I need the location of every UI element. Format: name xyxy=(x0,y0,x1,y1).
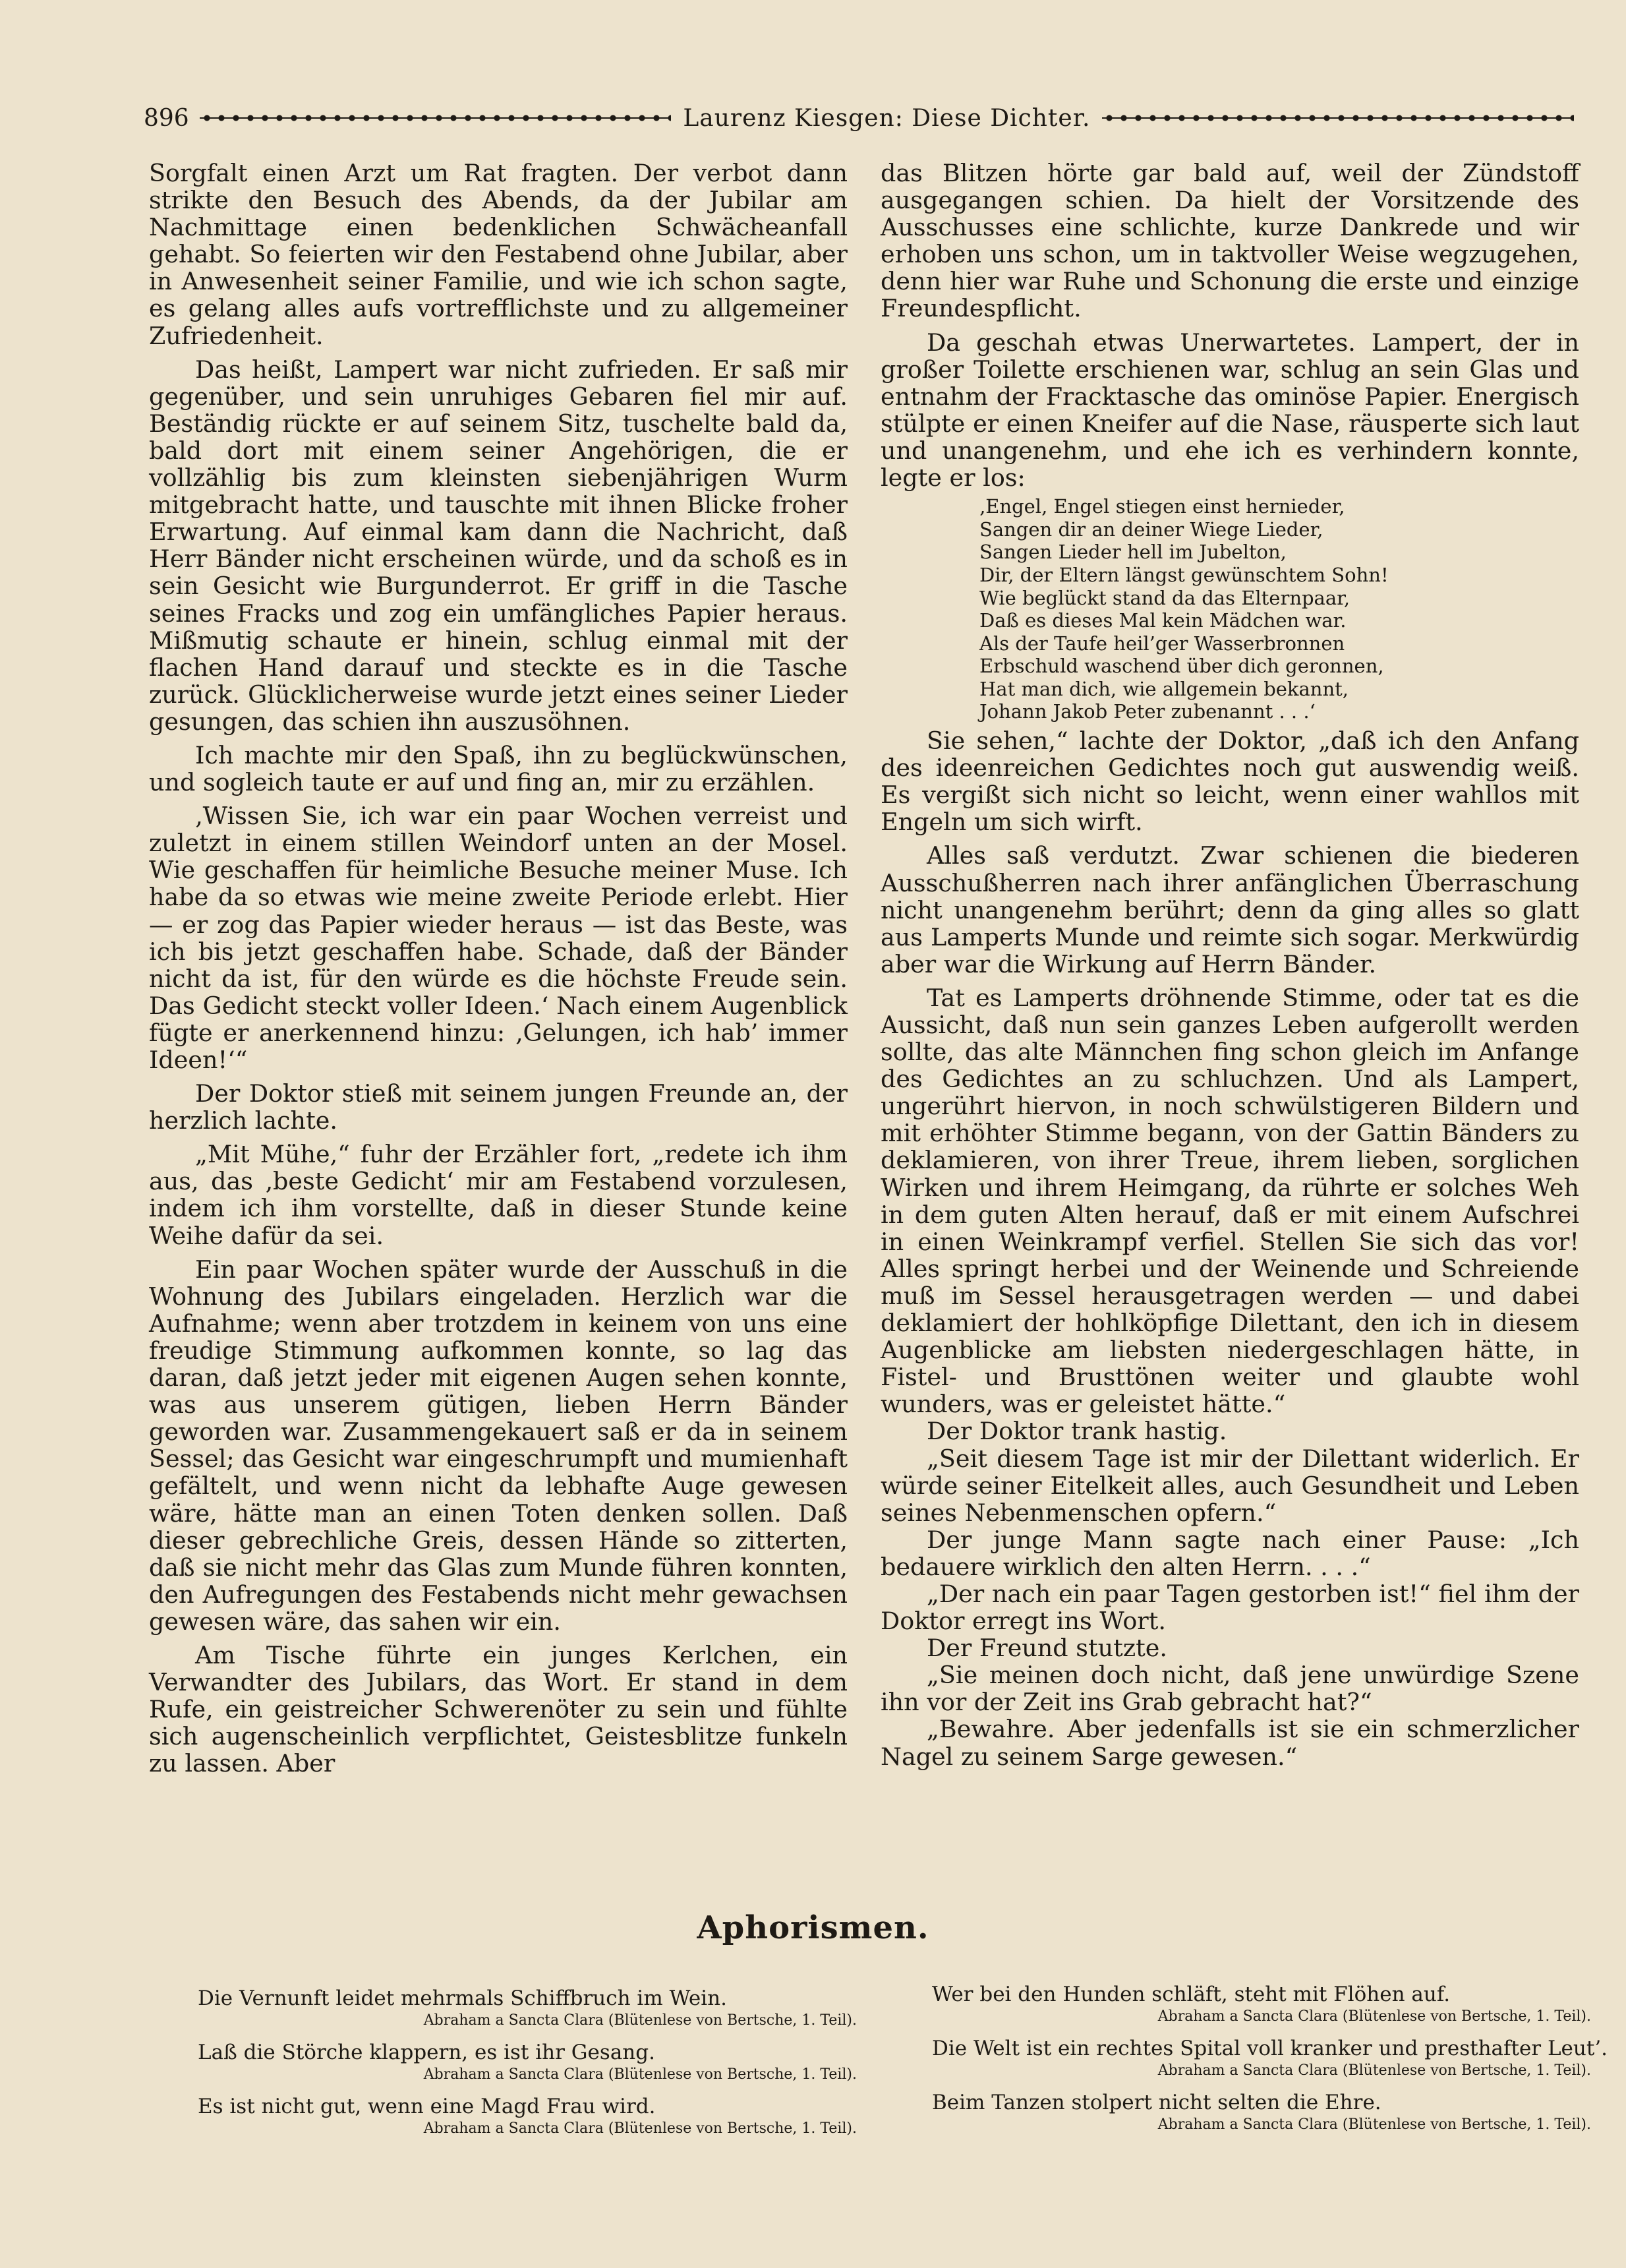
aphorisms-right xyxy=(932,1982,1608,2144)
header-ornament-left xyxy=(200,109,672,127)
aphorism-quote: Es ist nicht gut, wenn eine Magd Frau wird. xyxy=(198,2095,656,2118)
poem-line: Hat man dich, wie allgemein bekannt, xyxy=(979,677,1349,700)
paragraph: Tat es Lamperts dröhnende Stimme, oder tat es die Aussicht, daß nun sein ganzes Leben aufgerollt werden sollte, das alte Männchen fing schon gleich im Anfange des Gedichtes an zu schluchzen. Und als Lampert, ungerührt hiervon, in noch schwülstigeren Bildern und mit erhöhter Stimme begann, von der Gattin Bänders zu deklamieren, von ihrer Treue, ihrem lieben, sorglichen Wirken und ihrem Heimgang, da rührte er solches Weh in dem guten Alten herauf, daß er mit einem Aufschrei in einen Weinkrampf verfiel. Stellen Sie sich das vor! Alles springt herbei und der Weinende und Schreiende muß im Sessel herausgetragen werden — und dabei deklamiert der hohlköpfige Dilettant, den ich in diesem Augenblicke am liebsten niedergeschlagen hätte, in Fistel- und Brusttönen weiter und glaubte wohl wunders, was er geleistet hätte.“ xyxy=(881,983,1579,1419)
running-title: Laurenz Kiesgen: Diese Dichter. xyxy=(683,104,1091,132)
paragraph: Ein paar Wochen später wurde der Ausschuß in die Wohnung des Jubilars eingeladen. Herzlich war die Aufnahme; wenn aber trotzdem in keinem von uns eine freudige Stimmung aufkommen konnte, so lag das daran, daß jetzt jeder mit eigenen Augen sehen konnte, was aus unserem gütigen, lieben Herrn Bänder geworden war. Zusammengekauert saß er da in seinem Sessel; das Gesicht war eingeschrumpft und mumienhaft gefältelt, und wenn nicht da lebhafte Auge gewesen wäre, hätte man an einen Toten denken sollen. Daß dieser gebrechliche Greis, dessen Hände so zitterten, daß sie nicht mehr das Glas zum Munde führen konnten, den Aufregungen des Festabends nicht mehr gewachsen gewesen wäre, das sahen wir ein. xyxy=(149,1255,848,1636)
paragraph: Da geschah etwas Unerwartetes. Lampert, der in großer Toilette erschienen war, schlug an sein Glas und entnahm der Fracktasche das ominöse Papier. Energisch stülpte er einen Kneifer auf die Nase, räusperte sich laut und unangenehm, und ehe ich es verhindern konnte, legte er los: xyxy=(881,328,1579,492)
paragraph: ‚Wissen Sie, ich war ein paar Wochen verreist und zuletzt in einem stillen Weindorf unten an der Mosel. Wie geschaffen für heimliche Besuche meiner Muse. Ich habe da so etwas wie meine zweite Periode erlebt. Hier — er zog das Papier wieder heraus — ist das Beste, was ich bis jetzt geschaffen habe. Schade, daß der Bänder nicht da ist, für den würde es die höchste Freude sein. Das Gedicht steckt voller Ideen.‘ Nach einem Augenblick fügte er anerkennend hinzu: ‚Gelungen, ich hab’ immer Ideen!‘“ xyxy=(149,802,848,1074)
poem-line: Wie beglückt stand da das Elternpaar, xyxy=(979,586,1350,609)
aphorism-quote: Die Welt ist ein rechtes Spital voll kranker und presthafter Leut’. xyxy=(932,2037,1608,2060)
paragraph: Das heißt, Lampert war nicht zufrieden. Er saß mir gegenüber, und sein unruhiges Gebaren fiel mir auf. Beständig rückte er auf seinem Sitz, tuschelte bald da, bald dort mit einem seiner Angehörigen, die er vollzählig bis zum kleinsten siebenjährigen Wurm mitgebracht hatte, und tauschte mit ihnen Blicke froher Erwartung. Auf einmal kam dann die Nachricht, daß Herr Bänder nicht erscheinen würde, und da schoß es in sein Gesicht wie Burgunderrot. Er griff in die Tasche seines Fracks und zog ein umfängliches Papier heraus. Mißmutig schaute er hinein, schlug einmal mit der flachen Hand darauf und steckte es in die Tasche zurück. Glücklicherweise wurde jetzt eines seiner Lieder gesungen, das schien ihn auszusöhnen. xyxy=(149,355,848,736)
paragraph: Der Doktor trank hastig. xyxy=(927,1417,1227,1446)
aphorism-source: Abraham a Sancta Clara (Blütenlese von Bertsche, 1. Teil). xyxy=(423,2120,857,2137)
page-header xyxy=(144,99,1574,137)
paragraph: Sorgfalt einen Arzt um Rat fragten. Der verbot dann strikte den Besuch des Abends, da der Jubilar am Nachmittage einen bedenklichen Schwächeanfall gehabt. So feierten wir den Festabend ohne Jubilar, aber in Anwesenheit seiner Familie, und wie ich schon sagte, es gelang alles aufs vortrefflichste und zu allgemeiner Zufriedenheit. xyxy=(149,159,848,350)
aphorisms-left xyxy=(198,1986,857,2148)
left-column xyxy=(149,160,848,1777)
aphorism-quote: Die Vernunft leidet mehrmals Schiffbruch im Wein. xyxy=(198,1986,728,2010)
aphorism-quote: Wer bei den Hunden schläft, steht mit Flöhen auf. xyxy=(932,1983,1451,2006)
aphorism-quote: Laß die Störche klappern, es ist ihr Gesang. xyxy=(198,2041,655,2064)
paragraph: Sie sehen,“ lachte der Doktor, „daß ich den Anfang des ideenreichen Gedichtes noch gut auswendig weiß. Es vergißt sich nicht so leicht, wenn einer wahllos mit Engeln um sich wirft. xyxy=(881,727,1579,837)
paragraph: Der Freund stutzte. xyxy=(927,1634,1167,1663)
aphorisms-title: Aphorismen. xyxy=(697,1909,929,1946)
aphorism-source: Abraham a Sancta Clara (Blütenlese von Bertsche, 1. Teil). xyxy=(1157,2062,1591,2079)
poem xyxy=(979,495,1579,723)
paragraph: Ich machte mir den Spaß, ihn zu beglückwünschen, und sogleich taute er auf und fing an, mir zu erzählen. xyxy=(149,740,848,797)
poem-line: Daß es dieses Mal kein Mädchen war. xyxy=(979,609,1347,632)
aphorism-source: Abraham a Sancta Clara (Blütenlese von Bertsche, 1. Teil). xyxy=(1157,2116,1591,2133)
poem-line: ‚Engel, Engel stiegen einst hernieder, xyxy=(979,495,1345,518)
paragraph: „Mit Mühe,“ fuhr der Erzähler fort, „redete ich ihm aus, das ‚beste Gedicht‘ mir am Festabend vorzulesen, indem ich ihm vorstellte, daß in dieser Stunde keine Weihe dafür da sei. xyxy=(149,1140,848,1250)
aphorism-source: Abraham a Sancta Clara (Blütenlese von Bertsche, 1. Teil). xyxy=(423,2066,857,2083)
poem-line: Dir, der Eltern längst gewünschtem Sohn! xyxy=(979,563,1389,586)
poem-line: Sangen Lieder hell im Jubelton, xyxy=(979,541,1287,564)
paragraph: „Der nach ein paar Tagen gestorben ist!“ fiel ihm der Doktor erregt ins Wort. xyxy=(881,1579,1579,1636)
paragraph: Der Doktor stieß mit seinem jungen Freunde an, der herzlich lachte. xyxy=(149,1079,848,1135)
paragraph: das Blitzen hörte gar bald auf, weil der Zündstoff ausgegangen schien. Da hielt der Vorsitzende des Ausschusses eine schlichte, kurze Dankrede und wir erhoben uns schon, um in taktvoller Weise wegzugehen, denn hier war Ruhe und Schonung die erste und einzige Freundespflicht. xyxy=(881,159,1579,323)
poem-line: Als der Taufe heil’ger Wasserbronnen xyxy=(979,632,1345,655)
paragraph: Alles saß verdutzt. Zwar schienen die biederen Ausschußherren nach ihrer anfänglichen Überraschung nicht unangenehm berührt; denn da ging alles so glatt aus Lamperts Munde und reimte sich sogar. Merkwürdig aber war die Wirkung auf Herrn Bänder. xyxy=(881,841,1579,978)
header-ornament-right xyxy=(1102,109,1574,127)
aphorism-source: Abraham a Sancta Clara (Blütenlese von Bertsche, 1. Teil). xyxy=(423,2012,857,2029)
page-number: 896 xyxy=(144,104,189,132)
paragraph: „Bewahre. Aber jedenfalls ist sie ein schmerzlicher Nagel zu seinem Sarge gewesen.“ xyxy=(881,1715,1579,1771)
poem-line: Johann Jakob Peter zubenannt . . .‘ xyxy=(979,700,1316,723)
paragraph: Am Tische führte ein junges Kerlchen, ein Verwandter des Jubilars, das Wort. Er stand in dem Rufe, ein geistreicher Schwerenöter zu sein und fühlte sich augenscheinlich verpflichtet, Geistesblitze funkeln zu lassen. Aber xyxy=(149,1640,848,1778)
paragraph: „Sie meinen doch nicht, daß jene unwürdige Szene ihn vor der Zeit ins Grab gebracht hat?“ xyxy=(881,1661,1579,1717)
poem-line: Sangen dir an deiner Wiege Lieder, xyxy=(979,518,1323,541)
aphorism-source: Abraham a Sancta Clara (Blütenlese von Bertsche, 1. Teil). xyxy=(1157,2008,1591,2025)
poem-line: Erbschuld waschend über dich geronnen, xyxy=(979,655,1384,678)
right-column xyxy=(881,160,1579,1770)
aphorism-quote: Beim Tanzen stolpert nicht selten die Ehre. xyxy=(932,2091,1381,2114)
paragraph: „Seit diesem Tage ist mir der Dilettant widerlich. Er würde seiner Eitelkeit alles, auch Gesundheit und Leben seines Nebenmenschen opfern.“ xyxy=(881,1444,1579,1527)
paragraph: Der junge Mann sagte nach einer Pause: „Ich bedauere wirklich den alten Herrn. . . .“ xyxy=(881,1525,1579,1581)
